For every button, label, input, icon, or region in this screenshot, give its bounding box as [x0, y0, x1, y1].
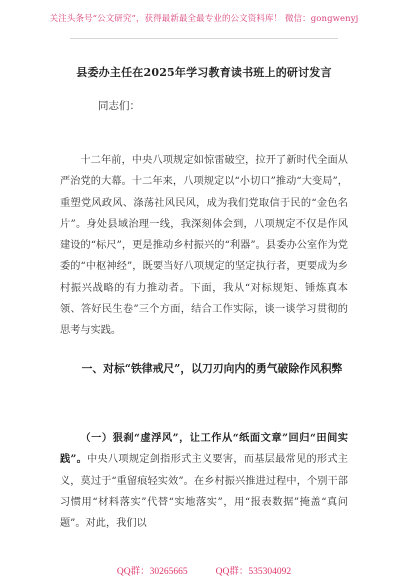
footer — [0, 563, 408, 577]
section-heading-1: 一、对标“铁律戒尺”，以刀刃向内的勇气破除作风积弊 — [81, 362, 343, 375]
subheading-1: （一）狠刹“虚浮风”，让工作从“纸面文章”回归“田间实践”。 — [60, 432, 348, 466]
header-divider — [70, 38, 338, 39]
paragraph-section-1 — [60, 428, 348, 534]
salutation: 同志们： — [98, 100, 140, 112]
document-title: 县委办主任在2025年学习教育读书班上的研讨发言 — [76, 66, 332, 79]
paragraph-section-1-text: 中央八项规定剑指形式主义要害，而基层最常见的形式主义，莫过于“重留痕轻实效”。在乡村振兴推进过程中，个别干部习惯用“材料落实”代替“实地落实”，用“报表数据”掩盖“真问题”。对此，我们以 — [60, 454, 348, 530]
footer-qq-group-1: QQ群：30265665 — [116, 567, 188, 577]
footer-qq-group-2: QQ群：535304092 — [215, 567, 292, 577]
header-banner: 关注头条号“公文研究”，获得最新最全最专业的公文资料库！ 微信：gongwenyj — [49, 14, 359, 24]
paragraph-intro: 十二年前，中央八项规定如惊雷破空，拉开了新时代全面从严治党的大幕。十二年来，八项规定以“小切口”推动“大变局”，重塑党风政风、涤荡社风民风，成为我们党取信于民的“金色名片”。身处县域治理一线，我深刻体会到，八项规定不仅是作风建设的“标尺”，更是推动乡村振兴的“利器”。县委办公室作为党委的“中枢神经”，既要当好八项规定的坚定执行者，更要成为乡村振兴战略的有力推动者。下面，我从“对标规矩、锤炼真本领、答好民生卷”三个方面，结合工作实际，谈一谈学习贯彻的思考与实践。 — [60, 155, 348, 337]
